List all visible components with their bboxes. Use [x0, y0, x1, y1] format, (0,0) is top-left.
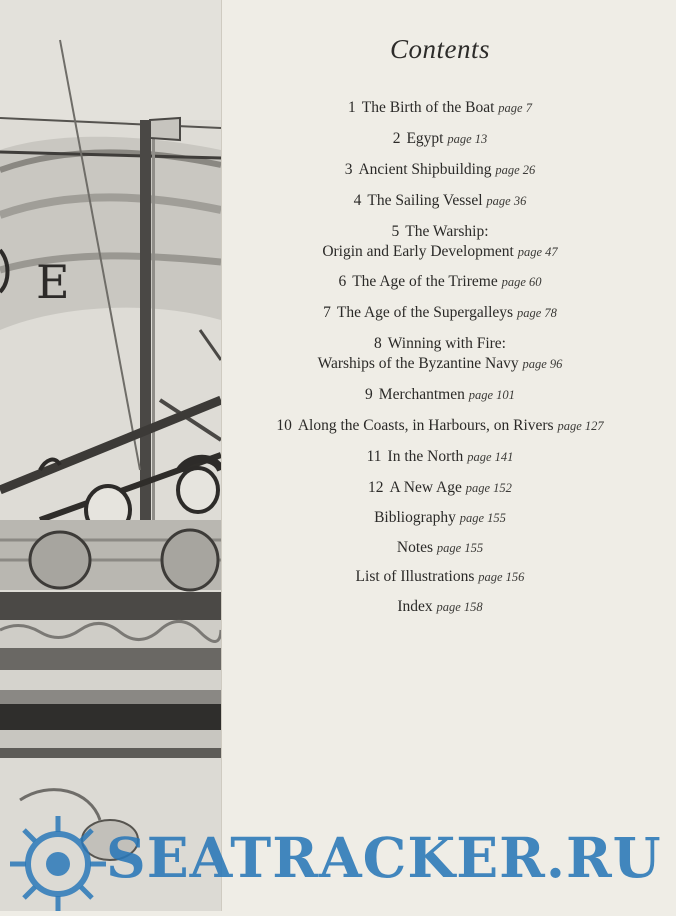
chapter-title-line2: Origin and Early Development	[322, 243, 514, 260]
chapter-title: The Age of the Supergalleys	[336, 304, 514, 321]
chapter-title: The Birth of the Boat	[361, 99, 495, 116]
chapter-title: Ancient Shipbuilding	[358, 161, 492, 178]
toc-entry	[222, 508, 658, 528]
page-title: Contents	[389, 34, 490, 64]
page-ref: page 101	[468, 388, 515, 402]
chapter-number: 6	[338, 273, 347, 290]
section-title: List of Illustrations	[355, 568, 475, 585]
toc-entry	[222, 385, 658, 405]
page-ref: page 152	[465, 481, 512, 495]
page-ref: page 13	[447, 132, 488, 146]
page-ref: page 127	[557, 419, 604, 433]
toc-entry	[222, 478, 658, 498]
toc-entry	[222, 98, 658, 118]
toc-entry	[222, 416, 658, 436]
page-ref: page 155	[459, 511, 506, 525]
chapter-number: 9	[365, 386, 373, 403]
toc-entry	[222, 334, 658, 374]
chapter-number: 7	[323, 304, 331, 321]
page-ref: page 36	[486, 194, 527, 208]
toc-entry	[222, 597, 658, 617]
chapter-title: Winning with Fire:	[387, 335, 506, 352]
page-ref: page 47	[517, 245, 558, 259]
chapter-title: Egypt	[406, 130, 444, 147]
svg-text:E: E	[36, 255, 70, 309]
chapter-number: 10	[276, 417, 292, 434]
chapter-number: 5	[391, 223, 400, 240]
contents-page	[222, 0, 676, 911]
chapter-number: 4	[353, 192, 362, 209]
chapter-title: The Warship:	[405, 223, 489, 240]
chapter-number: 8	[374, 335, 382, 352]
page-ref: page 26	[495, 163, 536, 177]
toc-entry	[222, 129, 658, 149]
page-ref: page 156	[478, 570, 525, 584]
chapter-title: The Sailing Vessel	[367, 192, 483, 209]
toc-entry	[222, 303, 658, 323]
section-title: Index	[397, 598, 433, 615]
chapter-title-line2: Warships of the Byzantine Navy	[317, 355, 519, 372]
chapter-title: Merchantmen	[378, 386, 465, 403]
chapter-title: Along the Coasts, in Harbours, on Rivers	[297, 417, 554, 434]
chapter-number: 12	[368, 479, 384, 496]
chapter-number: 11	[366, 448, 382, 465]
page-ref: page 60	[501, 275, 542, 289]
section-title: Notes	[396, 539, 434, 556]
page-ref: page 7	[498, 101, 532, 115]
chapter-number: 2	[392, 130, 401, 147]
toc-entry	[222, 191, 658, 211]
section-title: Bibliography	[374, 509, 456, 526]
toc-entry	[222, 538, 658, 558]
toc-entry	[222, 272, 658, 292]
chapter-title: A New Age	[389, 479, 462, 496]
page-ref: page 155	[436, 541, 484, 555]
watermark-text: SEATRACKER.RU	[106, 825, 662, 890]
page-ref: page 141	[467, 450, 514, 464]
page-ref: page 78	[516, 306, 557, 320]
toc-entry	[222, 222, 658, 262]
toc-entry	[222, 160, 658, 180]
toc-entry	[222, 567, 658, 587]
chapter-title: In the North	[387, 448, 464, 465]
chapter-title: The Age of the Trireme	[352, 273, 498, 290]
page-ref: page 96	[522, 357, 563, 371]
toc-entry	[222, 447, 658, 467]
chapter-number: 3	[344, 161, 353, 178]
tapestry-illustration	[0, 0, 221, 911]
chapter-number: 1	[348, 99, 356, 116]
page-ref: page 158	[436, 600, 483, 614]
